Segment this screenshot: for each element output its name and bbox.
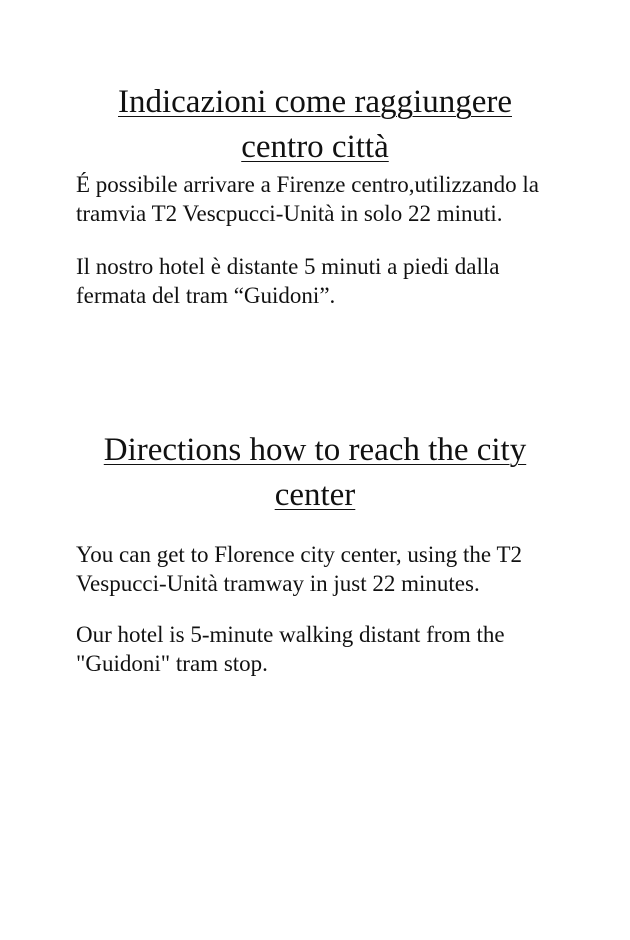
english-paragraph-hotel: Our hotel is 5-minute walking distant from the "Guidoni" tram stop. [76,622,505,676]
italian-section [76,80,554,310]
italian-paragraph-tram: É possibile arrivare a Firenze centro,utilizzando la tramvia T2 Vescpucci-Unità in solo 22 minuti. [76,172,539,226]
english-heading: Directions how to reach the city center [103,432,527,513]
italian-paragraph-hotel: Il nostro hotel è distante 5 minuti a piedi dalla fermata del tram “Guidoni”. [76,254,500,308]
italian-heading: Indicazioni come raggiungere centro città [118,84,512,165]
english-section [76,428,554,678]
english-paragraph-tram: You can get to Florence city center, using the T2 Vespucci-Unità tramway in just 22 minutes. [76,542,522,596]
